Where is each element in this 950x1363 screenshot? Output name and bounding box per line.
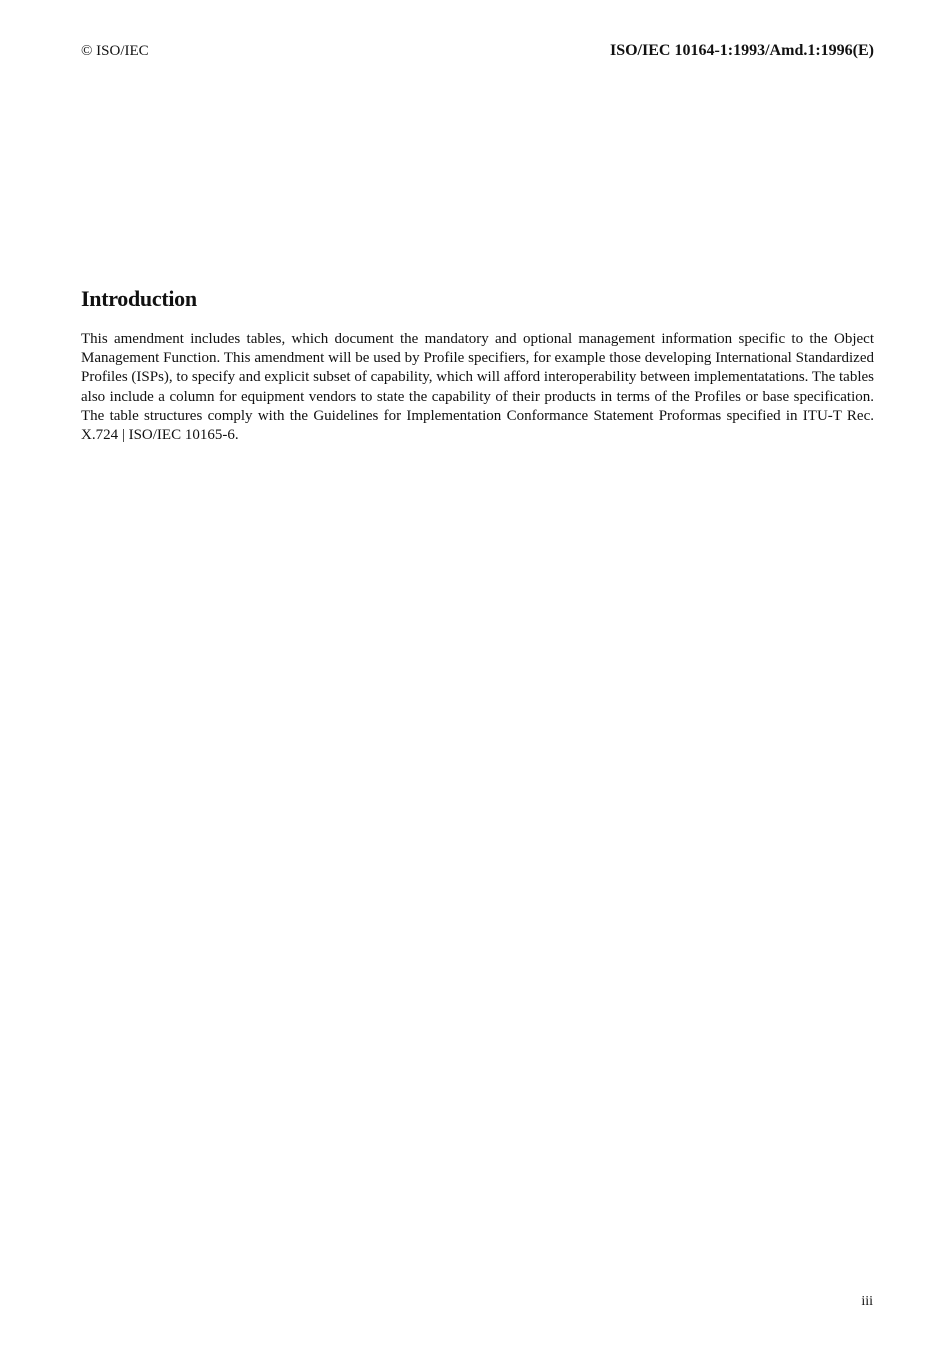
section-title: Introduction bbox=[81, 286, 197, 311]
introduction-paragraph: This amendment includes tables, which document the mandatory and optional management information specific to the Object Management Function. This amendment will be used by Profile specifiers, for example those developing International Standardized Profiles (ISPs), to specify and explicit subset of capability, which will afford interoperability between implementatations. The tables also include a column for equipment vendors to state the capability of their products in terms of the Profiles or base specification. The table structures comply with the Guidelines for Implementation Conformance Statement Proformas specified in ITU-T Rec. X.724 | ISO/IEC 10165-6. bbox=[81, 331, 874, 444]
document-identifier: ISO/IEC 10164-1:1993/Amd.1:1996(E) bbox=[609, 42, 874, 59]
page-number: iii bbox=[861, 1294, 873, 1309]
copyright-notice: © ISO/IEC bbox=[81, 43, 149, 59]
